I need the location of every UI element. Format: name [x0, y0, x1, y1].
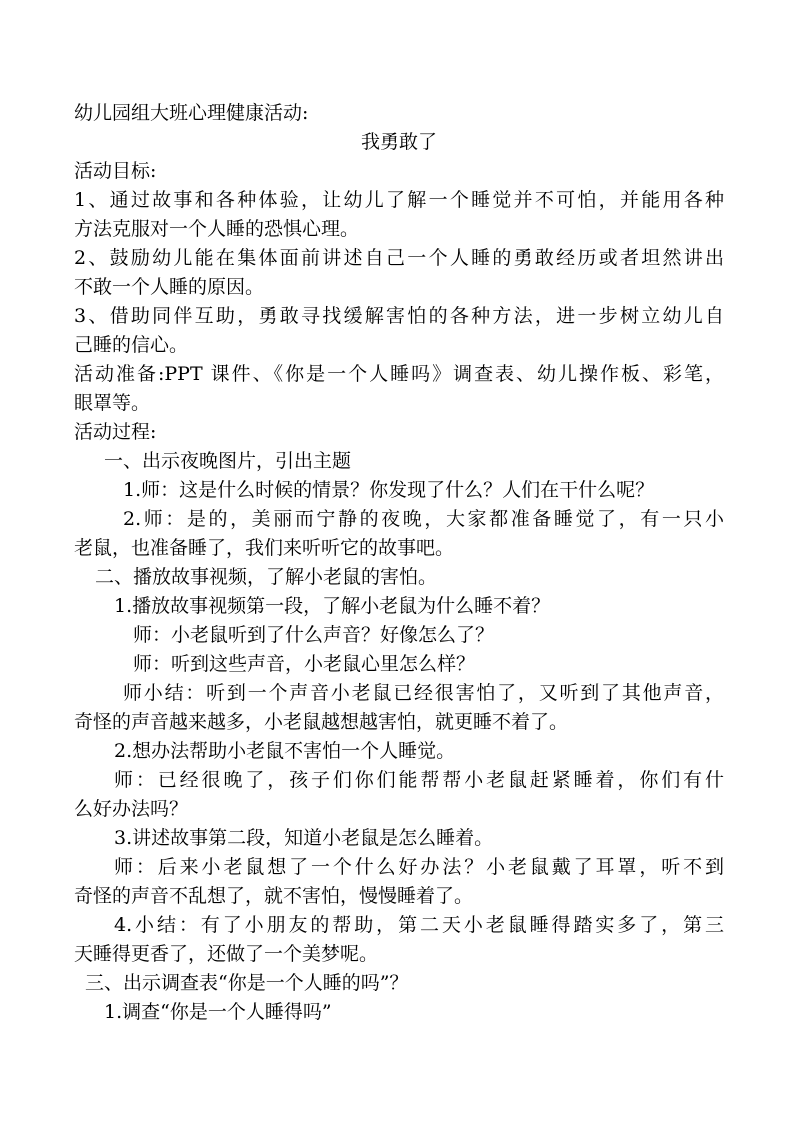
step-2-item-3: 3.讲述故事第二段，知道小老鼠是怎么睡着。 [114, 827, 494, 849]
step-2-question-3-line-2: 么好办法吗？ [74, 798, 189, 820]
goal-2-line-2: 不敢一个人睡的原因。 [74, 276, 265, 298]
step-2-question-1: 师：小老鼠听到了什么声音？好像怎么了？ [133, 624, 495, 646]
step-1-item-1: 1.师：这是什么时候的情景？你发现了什么？人们在干什么呢？ [123, 479, 655, 501]
step-2-question-4-line-2: 奇怪的声音不乱想了，就不害怕，慢慢睡着了。 [74, 885, 474, 907]
goal-3-line-1: 3、借助同伴互助，勇敢寻找缓解害怕的各种方法，进一步树立幼儿自 [74, 305, 724, 327]
section-goals-heading: 活动目标: [74, 160, 157, 182]
section-process-heading: 活动过程: [74, 421, 157, 443]
goal-2-line-1: 2、鼓励幼儿能在集体面前讲述自己一个人睡的勇敢经历或者坦然讲出 [74, 247, 724, 269]
goal-1-line-2: 方法克服对一个人睡的恐惧心理。 [74, 218, 360, 240]
preparation-line-2: 眼罩等。 [74, 392, 151, 414]
step-2-item-4-line-1: 4.小结：有了小朋友的帮助，第二天小老鼠睡得踏实多了，第三 [114, 914, 724, 936]
goal-3-line-2: 己睡的信心。 [74, 334, 189, 356]
step-2-question-4-line-1: 师：后来小老鼠想了一个什么好办法？小老鼠戴了耳罩，听不到 [114, 856, 724, 878]
step-3-item-1: 1.调查“你是一个人睡得吗” [104, 1001, 332, 1023]
org-heading: 幼儿园组大班心理健康活动: [74, 102, 309, 124]
goal-1-line-1: 1、通过故事和各种体验，让幼儿了解一个睡觉并不可怕，并能用各种 [74, 189, 724, 211]
step-2-question-2: 师：听到这些声音，小老鼠心里怎么样？ [133, 653, 476, 675]
preparation-line-1: 活动准备:PPT 课件、《你是一个人睡吗》调查表、幼儿操作板、彩笔， [74, 363, 724, 385]
step-2-item-4-line-2: 天睡得更香了，还做了一个美梦呢。 [74, 943, 379, 965]
step-2-summary-line-1: 师小结：听到一个声音小老鼠已经很害怕了，又听到了其他声音， [123, 682, 724, 704]
step-1-item-2-line-2: 老鼠，也准备睡了，我们来听听它的故事吧。 [74, 537, 455, 559]
step-2-summary-line-2: 奇怪的声音越来越多，小老鼠越想越害怕，就更睡不着了。 [74, 711, 569, 733]
document-title: 我勇敢了 [360, 131, 437, 153]
step-2-question-3-line-1: 师：已经很晚了，孩子们你们能帮帮小老鼠赶紧睡着，你们有什 [114, 769, 724, 791]
step-2-heading: 二、播放故事视频，了解小老鼠的害怕。 [95, 566, 438, 588]
step-3-heading: 三、出示调查表“你是一个人睡的吗”？ [85, 972, 409, 994]
step-1-heading: 一、出示夜晚图片，引出主题 [104, 450, 352, 472]
step-2-item-1: 1.播放故事视频第一段，了解小老鼠为什么睡不着？ [114, 595, 551, 617]
step-1-item-2-line-1: 2.师：是的，美丽而宁静的夜晚，大家都准备睡觉了，有一只小 [123, 508, 724, 530]
step-2-item-2: 2.想办法帮助小老鼠不害怕一个人睡觉。 [114, 740, 456, 762]
